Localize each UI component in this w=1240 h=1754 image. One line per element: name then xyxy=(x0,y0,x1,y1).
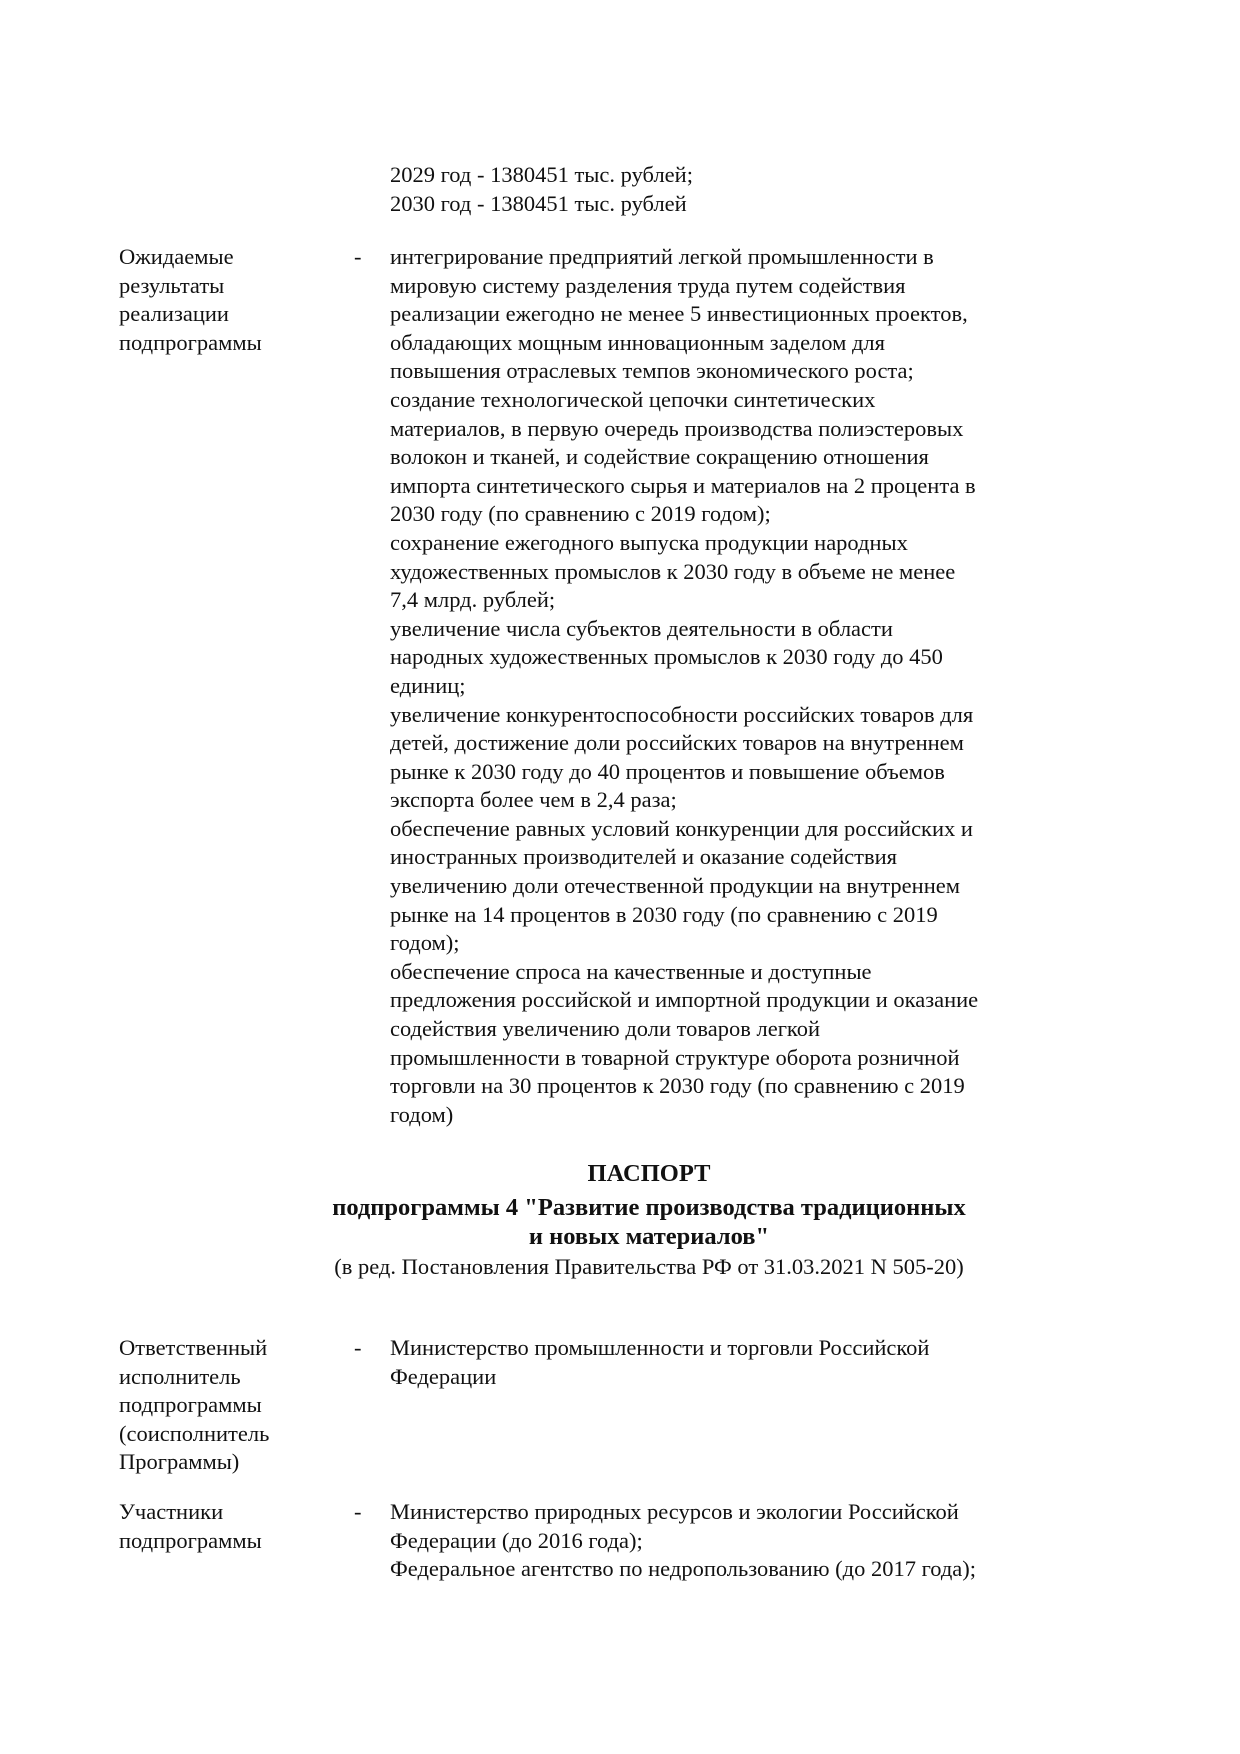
expected-results-value: интегрирование предприятий легкой промышленности в мировую систему разделения труда путем содействия реализации ежегодно не менее 5 инвестиционных проектов, обладающих мощным инновационным заделом для повышения отраслевых темпов экономического роста; создание технологической цепочки синтетических материалов, в первую очередь производства полиэстеровых волокон и тканей, и содействие сокращению отношения импорта синтетического сырья и материалов на 2 процента в 2030 году (по сравнению с 2019 годом); сохранение ежегодного выпуска продукции народных художественных промыслов к 2030 году в объеме не менее 7,4 млрд. рублей; увеличение числа субъектов деятельности в области народных художественных промыслов к 2030 году до 450 единиц; увеличение конкурентоспособности российских товаров для детей, достижение доли российских товаров на внутреннем рынке к 2030 году до 40 процентов и повышение объемов экспорта более чем в 2,4 раза; обеспечение равных условий конкуренции для российских и иностранных производителей и оказание содействия увеличению доли отечественной продукции на внутреннем рынке на 14 процентов в 2030 году (по сравнению с 2019 годом); обеспечение спроса на качественные и доступные предложения российской и импортной продукции и оказание содействия увеличению доли товаров легкой промышленности в товарной структуре оборота розничной торговли на 30 процентов к 2030 году (по сравнению с 2019 годом) xyxy=(390,244,979,1127)
passport-subtitle-line1: подпрограммы 4 "Развитие производства традиционных xyxy=(332,1194,966,1221)
participants-label: Участники подпрограммы xyxy=(119,1499,262,1553)
participants-dash: - xyxy=(354,1499,362,1524)
participants-value: Министерство природных ресурсов и экологии Российской Федерации (до 2016 года); Федеральное агентство по недропользованию (до 2017 года); xyxy=(390,1499,977,1582)
responsible-executor-value: Министерство промышленности и торговли Российской Федерации xyxy=(390,1335,930,1389)
passport-amendment: (в ред. Постановления Правительства РФ от 31.03.2021 N 505-20) xyxy=(334,1254,964,1279)
expected-results-dash: - xyxy=(354,244,362,269)
funding-line: 2030 год - 1380451 тыс. рублей xyxy=(390,190,687,216)
funding-continuation xyxy=(390,161,1090,218)
passport-title: ПАСПОРТ xyxy=(587,1160,711,1187)
responsible-executor-label: Ответственный исполнитель подпрограммы (соисполнитель Программы) xyxy=(119,1335,270,1475)
passport-subtitle-line2: и новых материалов" xyxy=(528,1223,770,1250)
responsible-executor-dash: - xyxy=(354,1335,362,1360)
expected-results-label: Ожидаемые результаты реализации подпрограммы xyxy=(119,244,262,355)
funding-line: 2029 год - 1380451 тыс. рублей; xyxy=(390,162,693,187)
